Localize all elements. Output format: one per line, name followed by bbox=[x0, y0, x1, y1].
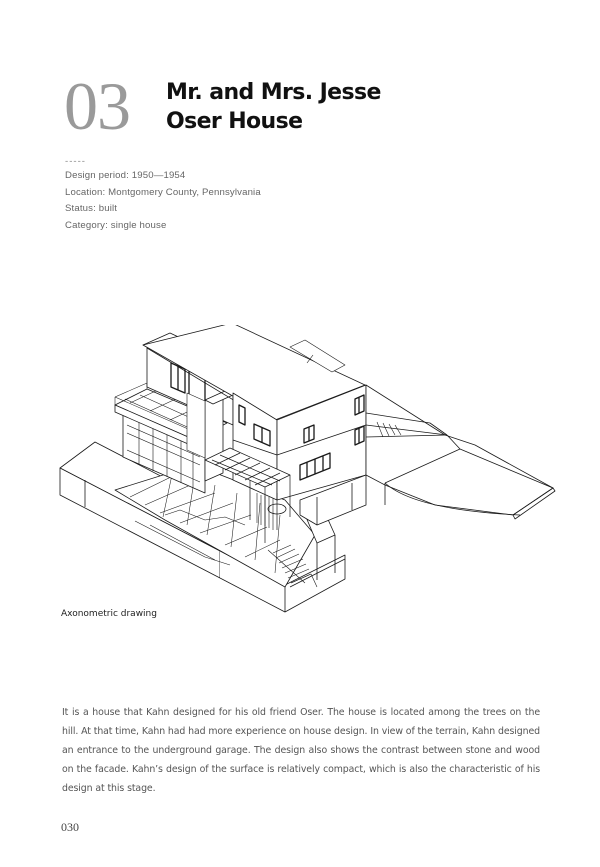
category: Category: single house bbox=[65, 219, 167, 231]
figure-caption: Axonometric drawing bbox=[61, 609, 157, 619]
page-number: 030 bbox=[61, 820, 79, 834]
project-metadata bbox=[65, 158, 261, 234]
axonometric-house-drawing-icon bbox=[55, 325, 565, 615]
location: Location: Montgomery County, Pennsylvania bbox=[65, 186, 261, 198]
status: Status: built bbox=[65, 203, 118, 214]
entry-number: 03 bbox=[64, 68, 130, 144]
body-paragraph: It is a house that Kahn designed for his old friend Oser. The house is located among the trees on the hill. At that time, Kahn had had more experience on house design. In view of the terrain, Kahn designed an entrance to the underground garage. The design also shows the contrast between stone and wood on the facade. Kahn’s design of the surface is relatively compact, which is also the characteristic of his design at this stage. bbox=[62, 707, 540, 794]
metadata-divider: ----- bbox=[65, 156, 86, 167]
title-line-1: Mr. and Mrs. Jesse bbox=[166, 80, 381, 105]
title-line-2: Oser House bbox=[166, 109, 303, 134]
page-title bbox=[166, 78, 381, 136]
design-period: Design period: 1950—1954 bbox=[65, 170, 186, 181]
